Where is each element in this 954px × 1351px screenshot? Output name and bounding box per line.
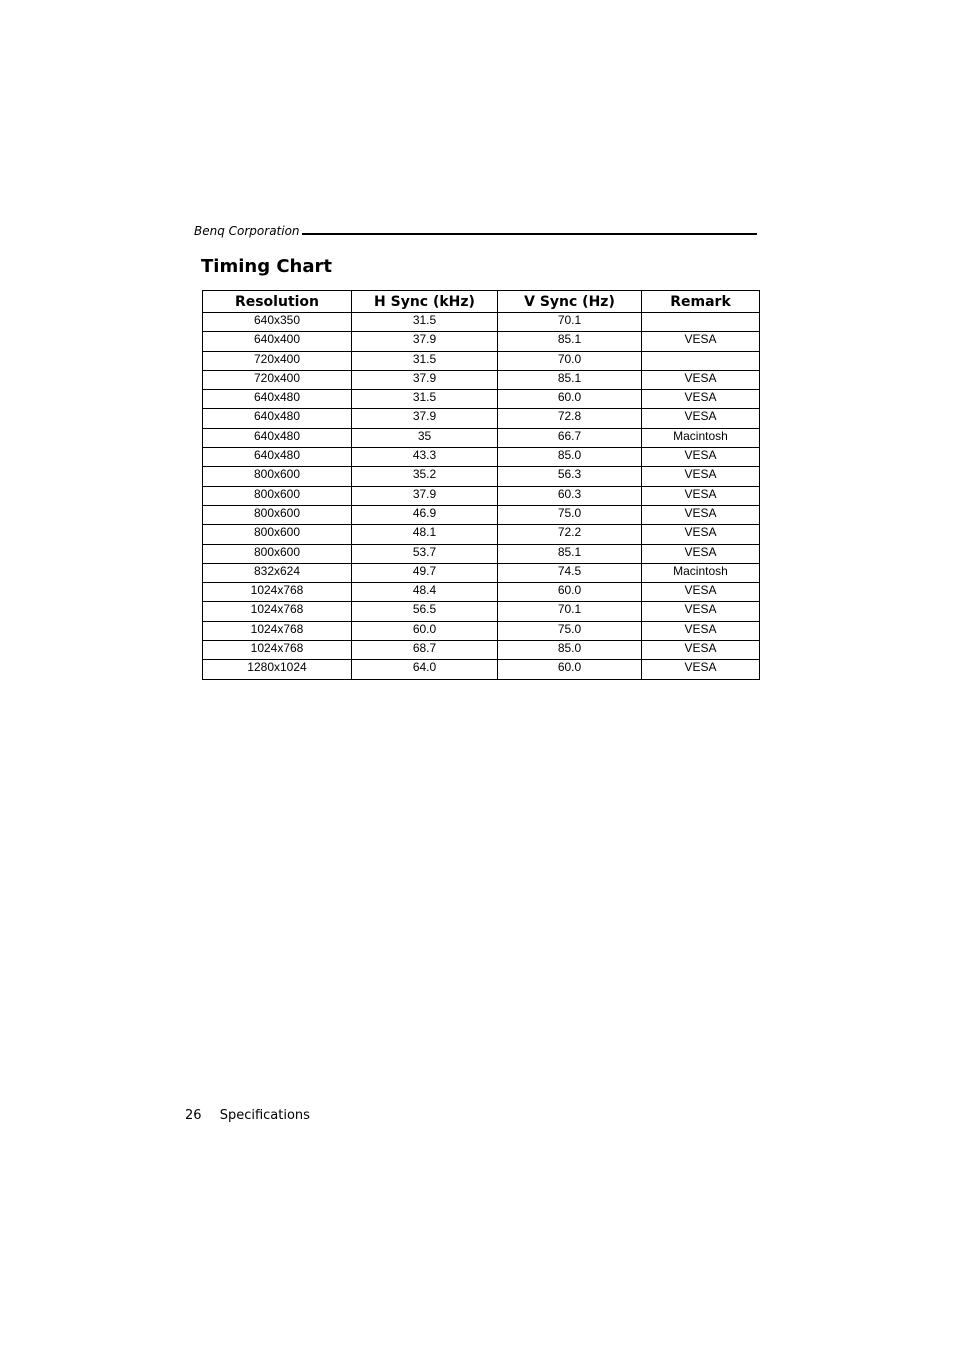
table-row <box>203 390 760 409</box>
resolution-cell: 1024x768 <box>203 641 352 660</box>
v-sync-cell: 56.3 <box>498 467 642 486</box>
h-sync-cell: 37.9 <box>352 332 498 351</box>
remark-cell: VESA <box>642 409 760 428</box>
v-sync-cell: 60.0 <box>498 390 642 409</box>
remark-cell: Macintosh <box>642 428 760 447</box>
table-row <box>203 525 760 544</box>
table-row <box>203 621 760 640</box>
resolution-cell: 640x350 <box>203 313 352 332</box>
remark-cell: VESA <box>642 660 760 679</box>
v-sync-cell: 75.0 <box>498 505 642 524</box>
resolution-cell: 800x600 <box>203 525 352 544</box>
table-row <box>203 351 760 370</box>
table-body <box>203 313 760 680</box>
v-sync-cell: 74.5 <box>498 563 642 582</box>
column-header-remark: Remark <box>642 291 760 313</box>
resolution-cell: 1280x1024 <box>203 660 352 679</box>
v-sync-cell: 66.7 <box>498 428 642 447</box>
remark-cell: VESA <box>642 621 760 640</box>
resolution-cell: 800x600 <box>203 544 352 563</box>
h-sync-cell: 37.9 <box>352 486 498 505</box>
resolution-cell: 640x480 <box>203 409 352 428</box>
remark-cell: VESA <box>642 448 760 467</box>
remark-cell: VESA <box>642 370 760 389</box>
table-row <box>203 409 760 428</box>
remark-cell: Macintosh <box>642 563 760 582</box>
v-sync-cell: 70.1 <box>498 602 642 621</box>
resolution-cell: 640x400 <box>203 332 352 351</box>
h-sync-cell: 46.9 <box>352 505 498 524</box>
resolution-cell: 640x480 <box>203 390 352 409</box>
timing-table <box>202 290 760 680</box>
h-sync-cell: 31.5 <box>352 313 498 332</box>
v-sync-cell: 72.2 <box>498 525 642 544</box>
h-sync-cell: 49.7 <box>352 563 498 582</box>
resolution-cell: 640x480 <box>203 428 352 447</box>
h-sync-cell: 35.2 <box>352 467 498 486</box>
resolution-cell: 800x600 <box>203 486 352 505</box>
remark-cell: VESA <box>642 486 760 505</box>
resolution-cell: 640x480 <box>203 448 352 467</box>
v-sync-cell: 85.1 <box>498 332 642 351</box>
header-rule <box>302 233 757 235</box>
remark-cell <box>642 313 760 332</box>
resolution-cell: 720x400 <box>203 370 352 389</box>
table-row <box>203 641 760 660</box>
v-sync-cell: 85.1 <box>498 370 642 389</box>
column-header-resolution: Resolution <box>203 291 352 313</box>
resolution-cell: 720x400 <box>203 351 352 370</box>
remark-cell: VESA <box>642 505 760 524</box>
h-sync-cell: 37.9 <box>352 370 498 389</box>
table-row <box>203 660 760 679</box>
remark-cell: VESA <box>642 583 760 602</box>
h-sync-cell: 56.5 <box>352 602 498 621</box>
h-sync-cell: 43.3 <box>352 448 498 467</box>
remark-cell: VESA <box>642 525 760 544</box>
h-sync-cell: 31.5 <box>352 390 498 409</box>
v-sync-cell: 60.0 <box>498 660 642 679</box>
resolution-cell: 800x600 <box>203 467 352 486</box>
h-sync-cell: 35 <box>352 428 498 447</box>
table-row <box>203 602 760 621</box>
resolution-cell: 1024x768 <box>203 621 352 640</box>
h-sync-cell: 60.0 <box>352 621 498 640</box>
header-company-name: Benq Corporation <box>194 224 300 238</box>
h-sync-cell: 48.1 <box>352 525 498 544</box>
column-header-v-sync: V Sync (Hz) <box>498 291 642 313</box>
v-sync-cell: 72.8 <box>498 409 642 428</box>
table-row <box>203 486 760 505</box>
table-row <box>203 544 760 563</box>
v-sync-cell: 85.1 <box>498 544 642 563</box>
column-header-h-sync: H Sync (kHz) <box>352 291 498 313</box>
h-sync-cell: 31.5 <box>352 351 498 370</box>
resolution-cell: 1024x768 <box>203 583 352 602</box>
v-sync-cell: 60.0 <box>498 583 642 602</box>
table-row <box>203 313 760 332</box>
remark-cell: VESA <box>642 602 760 621</box>
v-sync-cell: 70.1 <box>498 313 642 332</box>
remark-cell: VESA <box>642 332 760 351</box>
resolution-cell: 800x600 <box>203 505 352 524</box>
v-sync-cell: 85.0 <box>498 641 642 660</box>
v-sync-cell: 85.0 <box>498 448 642 467</box>
remark-cell: VESA <box>642 467 760 486</box>
h-sync-cell: 37.9 <box>352 409 498 428</box>
remark-cell: VESA <box>642 544 760 563</box>
h-sync-cell: 64.0 <box>352 660 498 679</box>
page-number: 26 <box>185 1108 202 1123</box>
table-row <box>203 428 760 447</box>
table-row <box>203 467 760 486</box>
table-row <box>203 563 760 582</box>
table-row <box>203 448 760 467</box>
resolution-cell: 832x624 <box>203 563 352 582</box>
v-sync-cell: 60.3 <box>498 486 642 505</box>
h-sync-cell: 53.7 <box>352 544 498 563</box>
page-footer <box>185 1108 310 1124</box>
table-row <box>203 370 760 389</box>
table-header-row <box>203 291 760 313</box>
table-row <box>203 332 760 351</box>
remark-cell <box>642 351 760 370</box>
v-sync-cell: 75.0 <box>498 621 642 640</box>
remark-cell: VESA <box>642 641 760 660</box>
v-sync-cell: 70.0 <box>498 351 642 370</box>
h-sync-cell: 48.4 <box>352 583 498 602</box>
section-title: Timing Chart <box>201 256 332 277</box>
h-sync-cell: 68.7 <box>352 641 498 660</box>
footer-section-name: Specifications <box>219 1108 310 1123</box>
table-row <box>203 505 760 524</box>
resolution-cell: 1024x768 <box>203 602 352 621</box>
remark-cell: VESA <box>642 390 760 409</box>
table-row <box>203 583 760 602</box>
